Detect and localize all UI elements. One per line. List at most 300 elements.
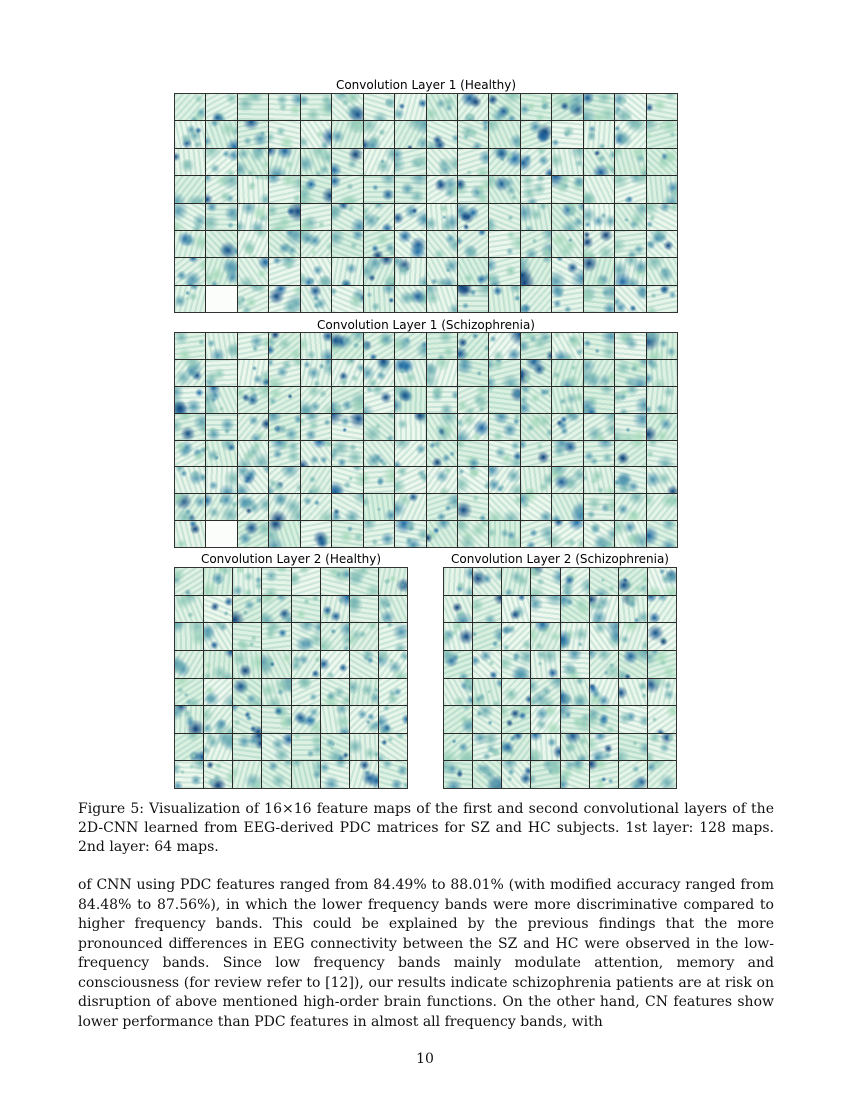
feature-map [175, 258, 205, 284]
feature-map [238, 441, 268, 467]
feature-map [489, 258, 519, 284]
feature-map [364, 467, 394, 493]
feature-map [364, 333, 394, 359]
feature-map [301, 494, 331, 520]
figure-caption: Figure 5: Visualization of 16×16 feature maps of the first and second convolutional layers of the 2D-CNN learned from EEG-derived PDC matrices for SZ and HC subjects. 1st layer: 128 maps. 2nd layer: 64 maps. [78, 801, 774, 855]
feature-map [552, 286, 582, 312]
feature-map [332, 94, 362, 120]
panel-title: Convolution Layer 1 (Schizophrenia) [317, 318, 535, 332]
feature-map [395, 258, 425, 284]
feature-map [364, 360, 394, 386]
feature-map [552, 204, 582, 230]
feature-map [590, 596, 618, 623]
panel-title: Convolution Layer 2 (Schizophrenia) [451, 552, 669, 566]
feature-map [531, 761, 559, 788]
feature-map [561, 623, 589, 650]
feature-map [648, 679, 676, 706]
feature-map [395, 414, 425, 440]
feature-map [206, 149, 236, 175]
feature-map [647, 258, 677, 284]
feature-map [269, 387, 299, 413]
feature-map [364, 286, 394, 312]
feature-map [175, 360, 205, 386]
feature-map [561, 679, 589, 706]
feature-map [648, 568, 676, 595]
feature-map [269, 414, 299, 440]
feature-map [238, 176, 268, 202]
feature-map [458, 258, 488, 284]
feature-map [458, 149, 488, 175]
feature-map [502, 734, 530, 761]
feature-map [489, 414, 519, 440]
feature-map [175, 467, 205, 493]
feature-map [502, 761, 530, 788]
feature-map [502, 706, 530, 733]
feature-map [321, 596, 349, 623]
feature-map [301, 149, 331, 175]
feature-map [233, 679, 261, 706]
feature-map [332, 414, 362, 440]
feature-map [615, 441, 645, 467]
feature-map [531, 568, 559, 595]
feature-map [301, 521, 331, 547]
feature-map [458, 231, 488, 257]
feature-map [238, 204, 268, 230]
feature-map [206, 94, 236, 120]
feature-map [561, 568, 589, 595]
feature-map [561, 596, 589, 623]
feature-map [262, 568, 290, 595]
feature-map [238, 258, 268, 284]
feature-map [233, 734, 261, 761]
feature-map [206, 387, 236, 413]
feature-map [321, 706, 349, 733]
page-number: 10 [416, 1051, 434, 1067]
feature-map [238, 494, 268, 520]
feature-map [647, 231, 677, 257]
feature-map [292, 734, 320, 761]
panel-title: Convolution Layer 2 (Healthy) [200, 552, 382, 566]
feature-map [647, 467, 677, 493]
feature-map [301, 414, 331, 440]
feature-map [238, 521, 268, 547]
feature-map [204, 679, 232, 706]
feature-map [292, 761, 320, 788]
feature-map [584, 121, 614, 147]
feature-map [584, 521, 614, 547]
feature-map [175, 176, 205, 202]
feature-map [238, 286, 268, 312]
feature-map [584, 286, 614, 312]
feature-map [175, 204, 205, 230]
feature-map [332, 204, 362, 230]
feature-map [502, 568, 530, 595]
feature-map [552, 149, 582, 175]
feature-map [301, 176, 331, 202]
feature-map [615, 231, 645, 257]
feature-map [552, 176, 582, 202]
feature-map [301, 204, 331, 230]
feature-map [204, 651, 232, 678]
feature-map [615, 521, 645, 547]
feature-map [206, 521, 236, 547]
feature-map [206, 414, 236, 440]
feature-map [648, 596, 676, 623]
feature-map [531, 596, 559, 623]
feature-map [531, 706, 559, 733]
feature-map [427, 258, 457, 284]
feature-map [269, 360, 299, 386]
feature-map [269, 231, 299, 257]
feature-map [427, 494, 457, 520]
feature-map [458, 441, 488, 467]
feature-map [584, 360, 614, 386]
feature-map [458, 494, 488, 520]
feature-map [561, 651, 589, 678]
feature-map [175, 651, 203, 678]
feature-map [204, 623, 232, 650]
feature-map [489, 333, 519, 359]
feature-map [204, 706, 232, 733]
feature-map [395, 360, 425, 386]
feature-map [647, 176, 677, 202]
feature-map [379, 568, 407, 595]
feature-map [552, 360, 582, 386]
feature-map [350, 734, 378, 761]
feature-map [521, 204, 551, 230]
feature-map [206, 467, 236, 493]
feature-map [521, 286, 551, 312]
feature-map [489, 387, 519, 413]
feature-map [531, 734, 559, 761]
feature-map-grid [443, 567, 677, 789]
feature-map [364, 94, 394, 120]
feature-map [521, 521, 551, 547]
feature-map-grid [174, 567, 408, 789]
feature-map [473, 734, 501, 761]
feature-map [321, 568, 349, 595]
feature-map [233, 651, 261, 678]
feature-map [350, 623, 378, 650]
feature-map [175, 521, 205, 547]
feature-map [262, 651, 290, 678]
feature-map [269, 258, 299, 284]
feature-map [502, 679, 530, 706]
feature-map [269, 121, 299, 147]
feature-map [238, 387, 268, 413]
feature-map [175, 414, 205, 440]
feature-map [427, 414, 457, 440]
feature-map [175, 121, 205, 147]
feature-map [584, 258, 614, 284]
feature-map [364, 441, 394, 467]
feature-map [379, 706, 407, 733]
feature-map [648, 623, 676, 650]
feature-map [619, 734, 647, 761]
feature-map [521, 231, 551, 257]
feature-map [332, 467, 362, 493]
feature-map [590, 623, 618, 650]
feature-map [458, 387, 488, 413]
feature-map [489, 441, 519, 467]
feature-map [552, 467, 582, 493]
feature-map [552, 521, 582, 547]
feature-map [301, 121, 331, 147]
feature-map [531, 623, 559, 650]
feature-map [615, 121, 645, 147]
feature-map [584, 333, 614, 359]
paragraph: of CNN using PDC features ranged from 84.49% to 88.01% (with modified accuracy ranged from 84.48% to 87.56%), in which the lower frequency bands were more discriminative compared to higher frequency bands. This could be explained by the previous findings that the more pronounced differences in EEG connectivity between the SZ and HC were observed in the low-frequency bands. Since low frequency bands mainly modulate attention, memory and consciousness (for review refer to [12]), our results indicate schizophrenia patients are at risk on disruption of above mentioned high-order brain functions. On the other hand, CN features show lower performance than PDC features in almost all frequency bands, with [78, 877, 774, 1030]
feature-map [269, 521, 299, 547]
feature-map [615, 176, 645, 202]
feature-map [458, 94, 488, 120]
feature-map [458, 176, 488, 202]
feature-map [458, 467, 488, 493]
feature-map [444, 706, 472, 733]
feature-map [647, 441, 677, 467]
feature-map [395, 176, 425, 202]
feature-map [427, 360, 457, 386]
feature-map [364, 204, 394, 230]
feature-map [206, 286, 236, 312]
feature-map [395, 121, 425, 147]
feature-map [521, 414, 551, 440]
feature-map [489, 231, 519, 257]
feature-map [647, 333, 677, 359]
feature-map [502, 651, 530, 678]
feature-map [206, 360, 236, 386]
feature-map [175, 441, 205, 467]
feature-map [332, 286, 362, 312]
feature-map [350, 761, 378, 788]
feature-map [521, 176, 551, 202]
feature-map [364, 494, 394, 520]
feature-map [395, 521, 425, 547]
feature-map [233, 623, 261, 650]
feature-map [238, 360, 268, 386]
feature-map [521, 149, 551, 175]
feature-map [444, 568, 472, 595]
feature-map [301, 94, 331, 120]
feature-map [489, 521, 519, 547]
feature-map [332, 360, 362, 386]
feature-map [262, 623, 290, 650]
feature-map [332, 494, 362, 520]
feature-map [175, 706, 203, 733]
feature-map [561, 706, 589, 733]
feature-map [332, 258, 362, 284]
feature-map [489, 121, 519, 147]
feature-map [444, 651, 472, 678]
feature-map [238, 121, 268, 147]
feature-map [332, 121, 362, 147]
feature-map [238, 467, 268, 493]
feature-map [233, 596, 261, 623]
feature-map [364, 231, 394, 257]
feature-map [648, 761, 676, 788]
feature-map [262, 761, 290, 788]
feature-map [292, 596, 320, 623]
feature-map [584, 94, 614, 120]
feature-map [552, 333, 582, 359]
feature-map [175, 494, 205, 520]
feature-map [473, 651, 501, 678]
feature-map [206, 176, 236, 202]
feature-map [647, 494, 677, 520]
feature-map [175, 623, 203, 650]
feature-map [269, 176, 299, 202]
feature-map [395, 94, 425, 120]
feature-map [206, 258, 236, 284]
feature-map [204, 596, 232, 623]
feature-map [395, 149, 425, 175]
feature-map [301, 258, 331, 284]
feature-map [301, 441, 331, 467]
feature-map [427, 231, 457, 257]
feature-map [584, 467, 614, 493]
feature-map [458, 121, 488, 147]
feature-map [584, 414, 614, 440]
feature-map [458, 204, 488, 230]
feature-map [292, 568, 320, 595]
feature-map [647, 286, 677, 312]
feature-map [175, 286, 205, 312]
feature-map [269, 286, 299, 312]
feature-map [206, 441, 236, 467]
feature-map [521, 494, 551, 520]
feature-map [379, 651, 407, 678]
feature-map [233, 706, 261, 733]
feature-map [427, 204, 457, 230]
feature-map [332, 176, 362, 202]
feature-map [175, 734, 203, 761]
feature-map [175, 387, 205, 413]
feature-map [552, 258, 582, 284]
feature-map [269, 149, 299, 175]
panel-layer1-schizophrenia [174, 316, 678, 550]
feature-map [584, 494, 614, 520]
feature-map [489, 360, 519, 386]
feature-map [458, 360, 488, 386]
feature-map [206, 121, 236, 147]
feature-map [473, 596, 501, 623]
feature-map [473, 761, 501, 788]
feature-map [584, 387, 614, 413]
feature-map [364, 414, 394, 440]
feature-map [364, 176, 394, 202]
feature-map [175, 231, 205, 257]
feature-map [269, 204, 299, 230]
feature-map [615, 286, 645, 312]
feature-map [301, 286, 331, 312]
feature-map [233, 761, 261, 788]
feature-map [584, 149, 614, 175]
feature-map [238, 231, 268, 257]
feature-map [590, 651, 618, 678]
feature-map [489, 94, 519, 120]
feature-map [552, 494, 582, 520]
feature-map [175, 761, 203, 788]
feature-map [395, 286, 425, 312]
feature-map [552, 441, 582, 467]
feature-map [489, 286, 519, 312]
feature-map [364, 149, 394, 175]
feature-map [379, 679, 407, 706]
feature-map [521, 258, 551, 284]
feature-map [590, 761, 618, 788]
feature-map [615, 94, 645, 120]
feature-map [584, 441, 614, 467]
feature-map [647, 521, 677, 547]
feature-map [619, 596, 647, 623]
feature-map [204, 734, 232, 761]
feature-map [175, 679, 203, 706]
feature-map [269, 94, 299, 120]
feature-map [647, 387, 677, 413]
feature-map [584, 231, 614, 257]
feature-map [444, 734, 472, 761]
feature-map [379, 734, 407, 761]
feature-map [531, 679, 559, 706]
feature-map [332, 333, 362, 359]
feature-map [552, 94, 582, 120]
feature-map [615, 414, 645, 440]
feature-map [619, 761, 647, 788]
feature-map [364, 121, 394, 147]
feature-map [332, 387, 362, 413]
feature-map [619, 623, 647, 650]
feature-map [615, 387, 645, 413]
feature-map [427, 387, 457, 413]
feature-map [584, 176, 614, 202]
feature-map [204, 761, 232, 788]
feature-map [458, 521, 488, 547]
feature-map [561, 761, 589, 788]
feature-map [395, 441, 425, 467]
feature-map [321, 679, 349, 706]
feature-map [269, 467, 299, 493]
feature-map [458, 414, 488, 440]
feature-map [615, 149, 645, 175]
feature-map [647, 121, 677, 147]
feature-map [350, 679, 378, 706]
feature-map [473, 679, 501, 706]
feature-map [521, 360, 551, 386]
feature-map [458, 286, 488, 312]
feature-map [206, 494, 236, 520]
feature-map [292, 679, 320, 706]
feature-map [489, 494, 519, 520]
feature-map [444, 623, 472, 650]
panel-title: Convolution Layer 1 (Healthy) [335, 78, 517, 92]
feature-map [301, 231, 331, 257]
feature-map [321, 651, 349, 678]
feature-map [321, 761, 349, 788]
feature-map [521, 121, 551, 147]
feature-map [427, 441, 457, 467]
feature-map [647, 204, 677, 230]
feature-map [648, 651, 676, 678]
feature-map [647, 360, 677, 386]
feature-map [332, 441, 362, 467]
feature-map [350, 596, 378, 623]
feature-map [473, 568, 501, 595]
feature-map [521, 333, 551, 359]
feature-map [444, 596, 472, 623]
feature-map [350, 706, 378, 733]
feature-map [238, 149, 268, 175]
feature-map [233, 568, 261, 595]
